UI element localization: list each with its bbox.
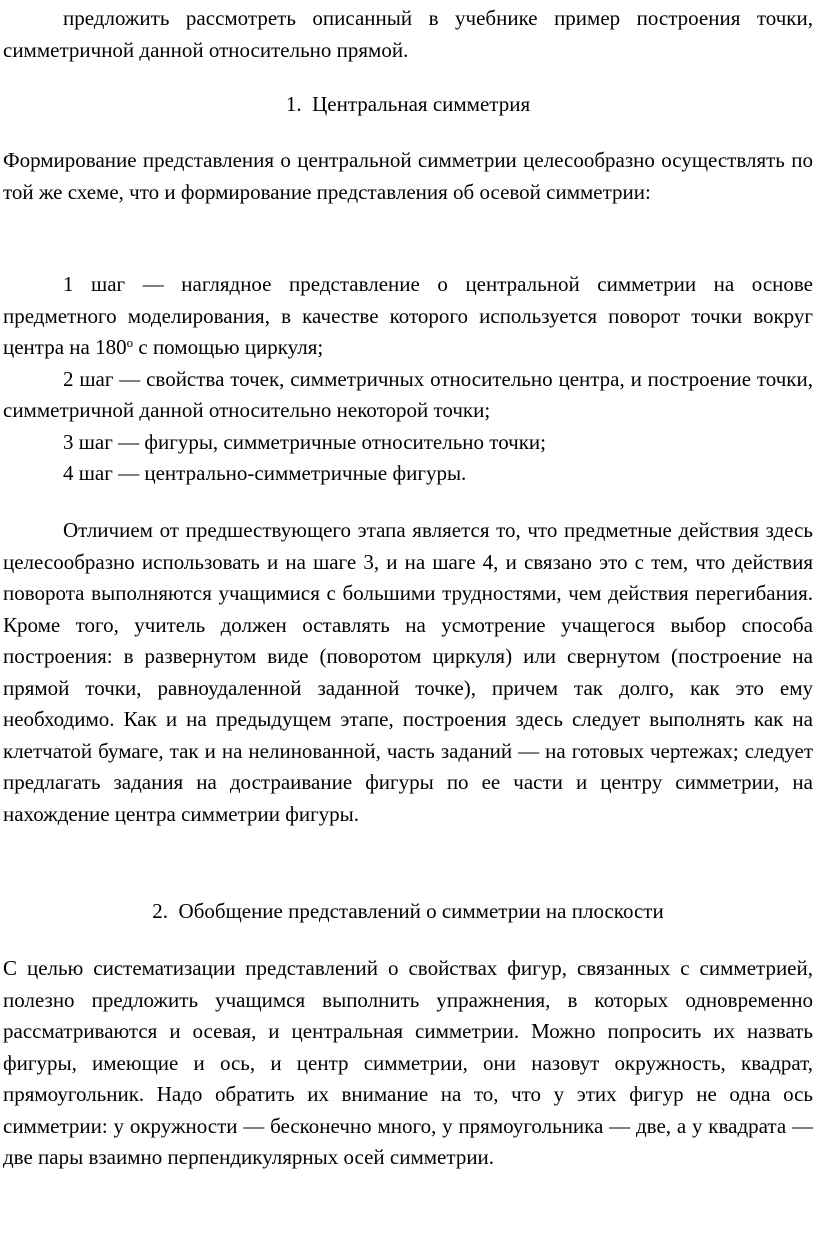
steps-list [3, 269, 813, 490]
step-2: 2 шаг — свойства точек, симметричных относительно центра, и построение точки, симметричной данной относительно некоторой точки; [3, 366, 813, 422]
intro-paragraph: предложить рассмотреть описанный в учебнике пример построения точки, симметричной данной относительно прямой. [3, 6, 813, 62]
section2-body-block [3, 953, 813, 1174]
section2-body-paragraph: С целью систематизации представлений о свойствах фигур, связанных с симметрией, полезно предложить учащимся выполнить упражнения, в которых одновременно рассматриваются и осевая, и центральная симметрии. Можно попросить их назвать фигуры, имеющие и ось, и центр симметрии, они назовут окружность, квадрат, прямоугольник. Надо обратить их внимание на то, что у этих фигур не одна ось симметрии: у окружности — бесконечно много, у прямоугольника — две, а у квадрата — две пары взаимно перпендикулярных осей симметрии. [3, 956, 813, 1169]
section1-lead-paragraph: Формирование представления о центральной симметрии целесообразно осуществлять по той же схеме, что и формирование представления об осевой симметрии: [3, 148, 813, 204]
section1-title: Центральная симметрия [312, 92, 531, 116]
step-1-text: 1 шаг — наглядное представление о центральной симметрии на основе предметного моделирования, в качестве которого используется поворот точки вокруг центра на 180 [3, 272, 813, 359]
step-3: 3 шаг — фигуры, симметричные относительно точки; [63, 429, 546, 454]
step-1 [3, 269, 813, 364]
section2-number: 2. [152, 899, 169, 923]
degree-mark: о [126, 335, 134, 350]
section1-number: 1. [285, 92, 302, 116]
section2-title: Обобщение представлений о симметрии на плоскости [178, 899, 664, 923]
section2-heading [3, 896, 813, 928]
intro-block [3, 3, 813, 66]
section1-heading-block [3, 89, 813, 121]
section1-lead-block [3, 145, 813, 208]
section1-body-paragraph: Отличием от предшествующего этапа является то, что предметные действия здесь целесообразно использовать и на шаге 3, и на шаге 4, и связано это с тем, что действия поворота выполняются учащимися с большими трудностями, чем действия перегибания. Кроме того, учитель должен оставлять на усмотрение учащегося выбор способа построения: в развернутом виде (поворотом циркуля) или свернутом (построение на прямой точки, равноудаленной заданной точке), причем так долго, как это ему необходимо. Как и на предыдущем этапе, построения здесь следует выполнять как на клетчатой бумаге, так и на нелинованной, часть заданий — на готовых чертежах; следует предлагать задания на достраивание фигуры по ее части и центру симметрии, на нахождение центра симметрии фигуры. [3, 518, 813, 826]
section2-heading-block [3, 896, 813, 928]
step-1-tail: с помощью циркуля; [133, 335, 324, 359]
step-4: 4 шаг — центрально-симметричные фигуры. [63, 461, 467, 485]
section1-heading [3, 89, 813, 121]
section1-body-block [3, 515, 813, 830]
